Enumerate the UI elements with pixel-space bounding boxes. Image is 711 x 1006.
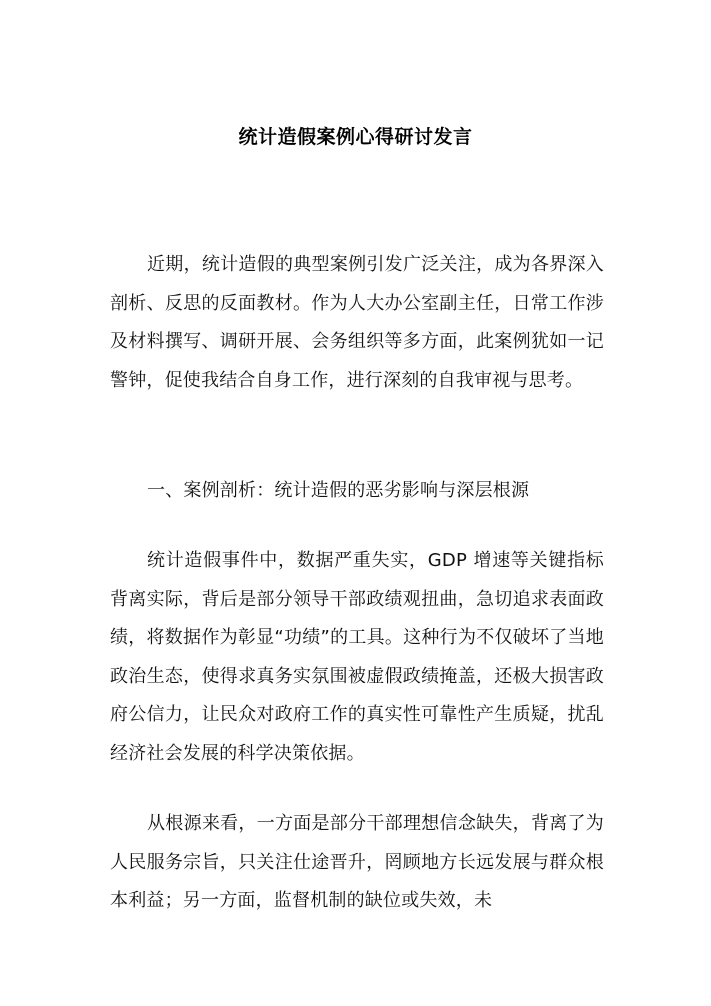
section-heading-1: 一、案例剖析：统计造假的恶劣影响与深层根源 (147, 480, 530, 501)
paragraph-case-analysis: 统计造假事件中，数据严重失实，GDP 增速等关键指标背离实际，背后是部分领导干部政绩观扭曲，急切追求表面政绩，将数据作为彰显“功绩”的工具。这种行为不仅破坏了当地政治生态，使得求真务实氛围被虚假政绩掩盖，还极大损害政府公信力，让民众对政府工作的真实性可靠性产生质疑，扰乱经济社会发展的科学决策依据。 (110, 550, 604, 764)
document-title: 统计造假案例心得研讨发言 (238, 126, 473, 148)
paragraph-intro: 近期，统计造假的典型案例引发广泛关注，成为各界深入剖析、反思的反面教材。作为人大办公室副主任，日常工作涉及材料撰写、调研开展、会务组织等多方面，此案例犹如一记警钟，促使我结合自身工作，进行深刻的自我审视与思考。 (110, 254, 604, 391)
paragraph-root-causes: 从根源来看，一方面是部分干部理想信念缺失，背离了为人民服务宗旨，只关注仕途晋升，罔顾地方长远发展与群众根本利益；另一方面，监督机制的缺位或失效，未 (110, 813, 604, 911)
